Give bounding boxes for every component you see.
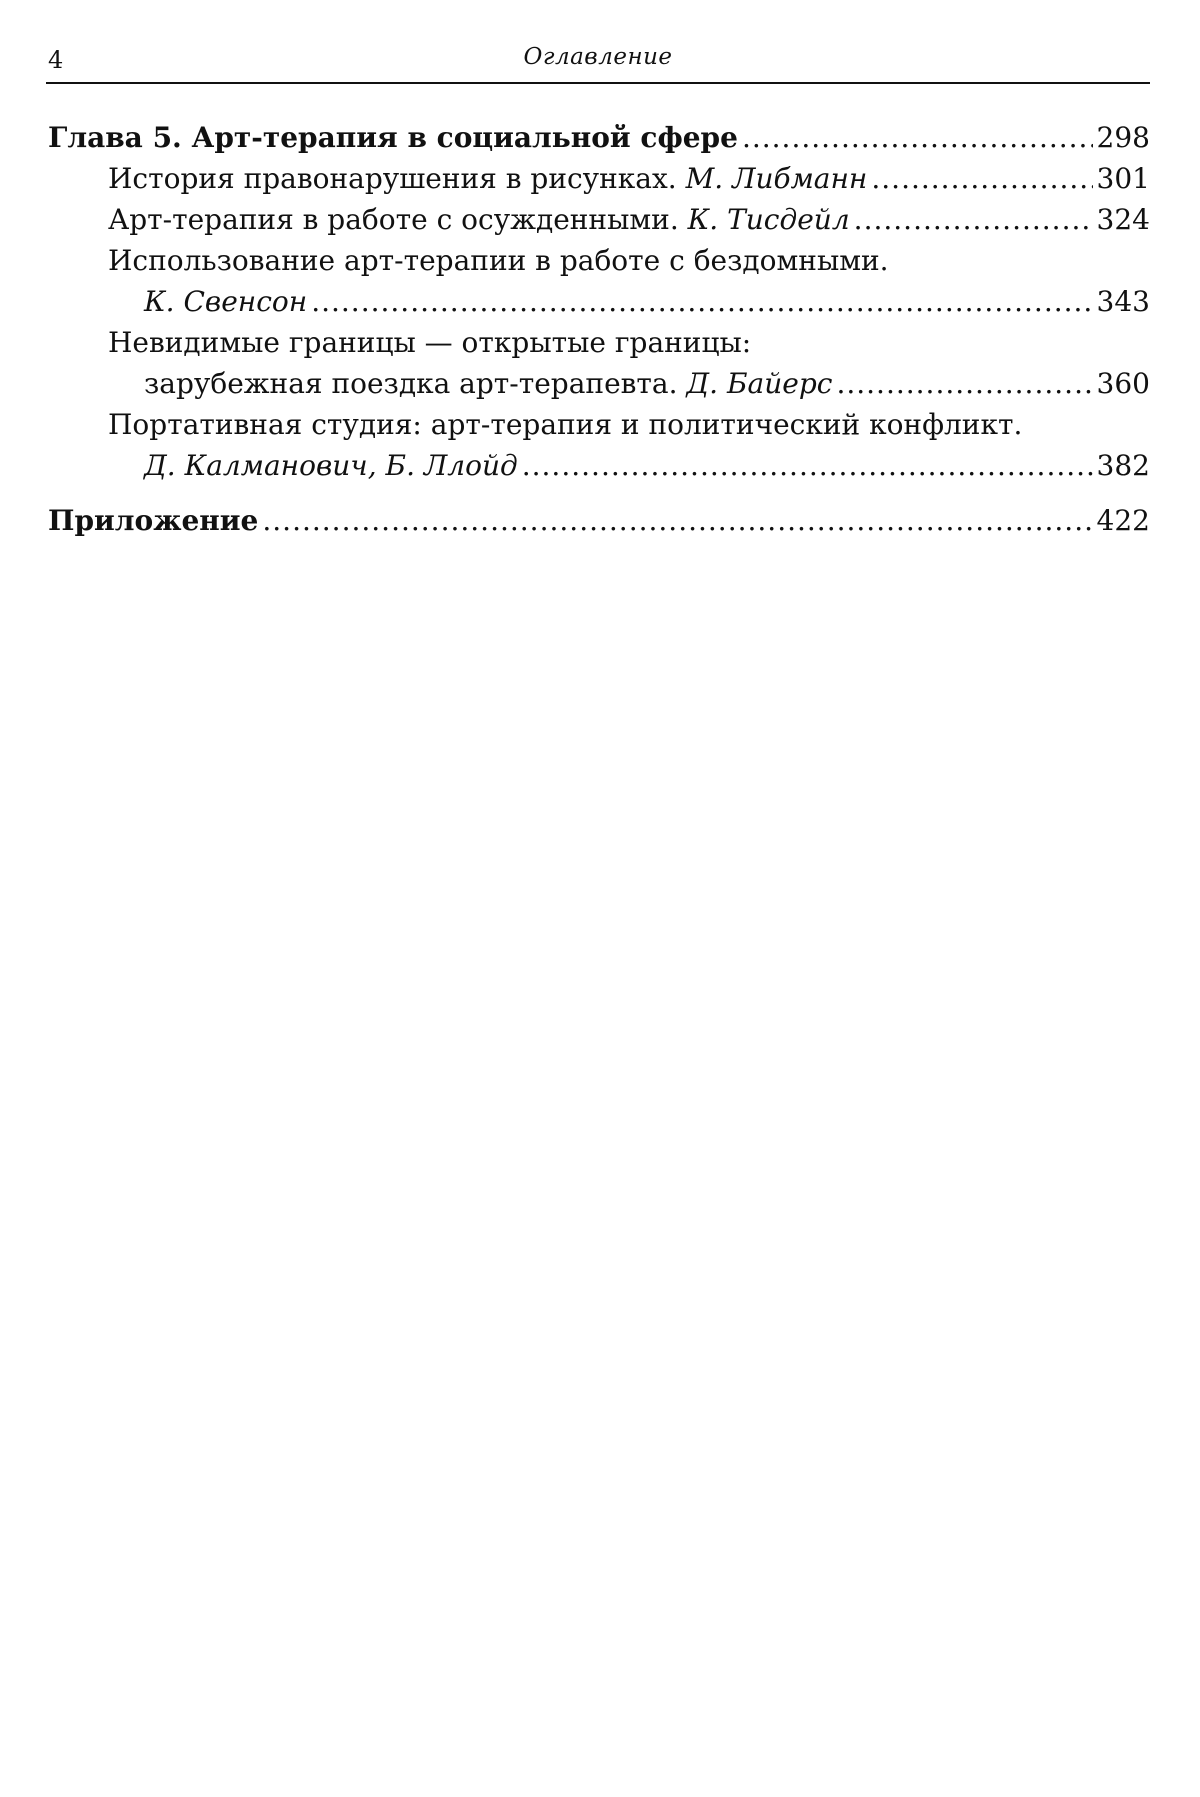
toc-entry-author: М. Либманн bbox=[685, 162, 868, 195]
toc-entry-author: Д. Калманович, Б. Ллойд bbox=[144, 449, 518, 482]
toc-page-number: 382 bbox=[1096, 449, 1150, 482]
toc-entry-swenson[interactable] bbox=[48, 240, 1150, 322]
toc-page-number: 301 bbox=[1096, 162, 1150, 195]
running-title: Оглавление bbox=[523, 44, 673, 70]
toc-page-number: 298 bbox=[1096, 121, 1150, 154]
dot-leader bbox=[742, 117, 1093, 158]
page-header bbox=[46, 40, 1150, 84]
dot-leader bbox=[311, 281, 1092, 322]
toc-page-number: 343 bbox=[1096, 285, 1150, 318]
toc-entry-author: К. Тисдейл bbox=[687, 203, 850, 236]
toc-page-number: 422 bbox=[1096, 504, 1150, 537]
toc-entry-title: Арт-терапия в работе с осужденными. bbox=[108, 203, 679, 236]
dot-leader bbox=[836, 363, 1092, 404]
dot-leader bbox=[262, 500, 1092, 541]
table-of-contents bbox=[48, 117, 1150, 541]
toc-entry-author: К. Свенсон bbox=[144, 285, 308, 318]
toc-entry-title: История правонарушения в рисунках. bbox=[108, 162, 677, 195]
toc-entry-author: Д. Байерс bbox=[686, 367, 833, 400]
toc-appendix[interactable] bbox=[48, 500, 1150, 541]
toc-entry-tisdale[interactable] bbox=[48, 199, 1150, 240]
toc-entry-title: Портативная студия: арт-терапия и политический конфликт. bbox=[108, 408, 1023, 441]
dot-leader bbox=[854, 199, 1093, 240]
toc-chapter-5[interactable] bbox=[48, 117, 1150, 158]
page-number: 4 bbox=[48, 46, 64, 74]
toc-entry-title: Использование арт-терапии в работе с бездомными. bbox=[108, 244, 889, 277]
toc-entry-kalmanowitz[interactable] bbox=[48, 404, 1150, 486]
toc-page-number: 324 bbox=[1096, 203, 1150, 236]
toc-entry-title: Невидимые границы — открытые границы: bbox=[108, 326, 752, 359]
toc-chapter-title: Глава 5. Арт-терапия в социальной сфере bbox=[48, 121, 738, 154]
toc-appendix-title: Приложение bbox=[48, 504, 259, 537]
dot-leader bbox=[871, 158, 1092, 199]
toc-entry-title-continued: зарубежная поездка арт-терапевта. bbox=[144, 367, 678, 400]
toc-page-number: 360 bbox=[1096, 367, 1150, 400]
toc-entry-libmann[interactable] bbox=[48, 158, 1150, 199]
toc-entry-byers[interactable] bbox=[48, 322, 1150, 404]
dot-leader bbox=[522, 445, 1093, 486]
